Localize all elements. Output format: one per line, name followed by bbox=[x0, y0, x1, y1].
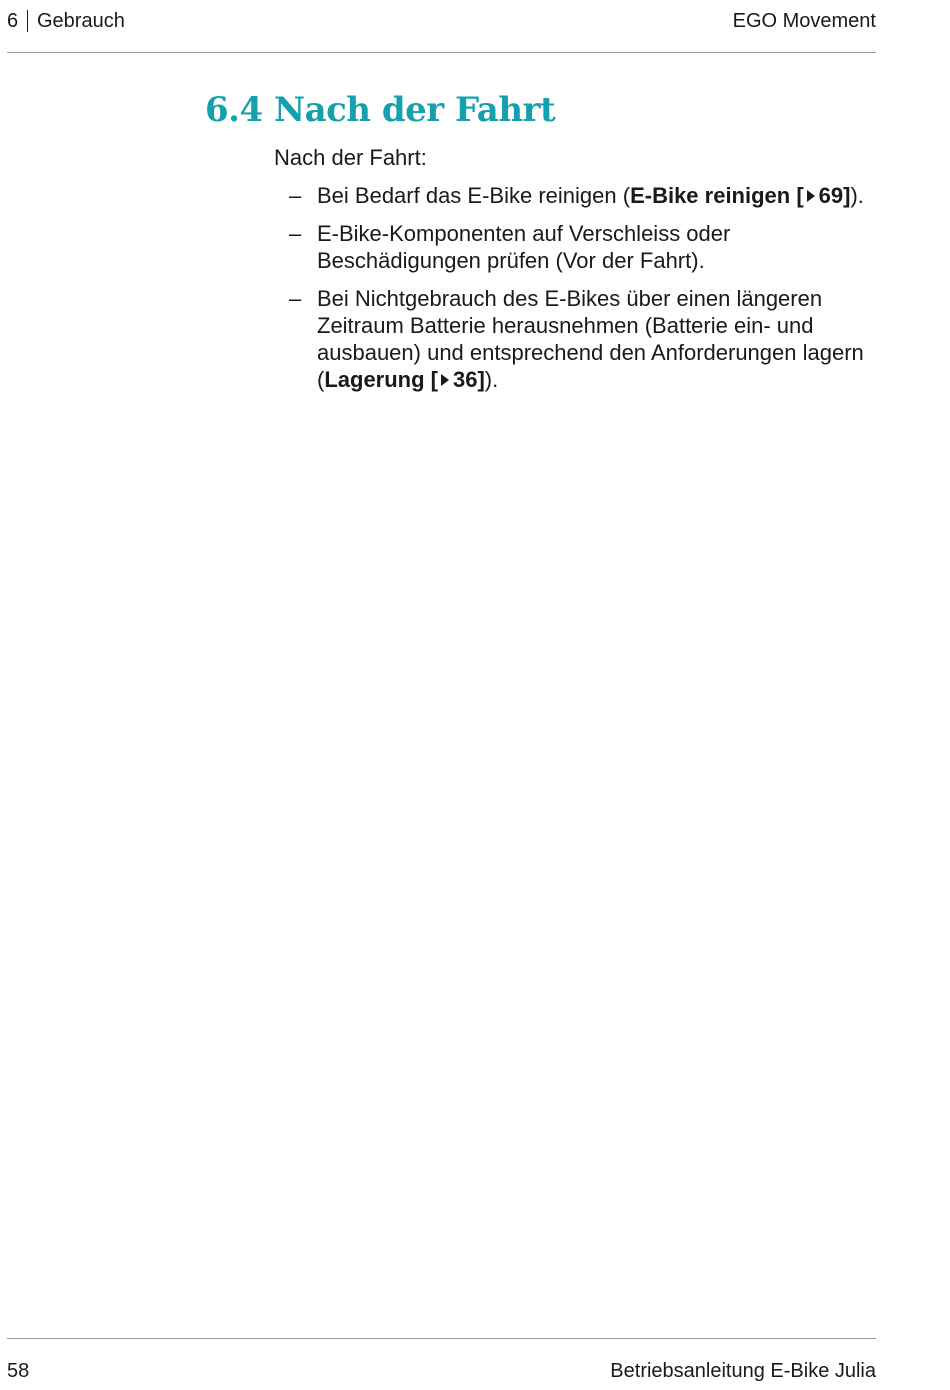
brand-name: EGO Movement bbox=[732, 10, 876, 32]
list-item bbox=[274, 220, 889, 274]
list-item bbox=[274, 182, 889, 209]
section-title: Nach der Fahrt bbox=[274, 90, 556, 130]
section-number: 6.4 bbox=[205, 90, 263, 130]
list-item bbox=[274, 285, 889, 393]
list-dash: – bbox=[289, 221, 302, 246]
header-divider bbox=[27, 10, 28, 32]
step-list bbox=[274, 182, 889, 404]
intro-text: Nach der Fahrt: bbox=[274, 145, 427, 170]
link-label: E-Bike reinigen [ bbox=[630, 183, 804, 208]
chapter-title: Gebrauch bbox=[37, 10, 125, 32]
section-heading bbox=[205, 86, 555, 134]
page-number: 58 bbox=[7, 1360, 30, 1382]
footer-rule bbox=[7, 1338, 876, 1339]
step-text: Bei Bedarf das E-Bike reinigen ( bbox=[317, 183, 631, 208]
list-dash: – bbox=[289, 183, 302, 208]
cross-reference-link[interactable] bbox=[630, 183, 850, 208]
page-arrow-icon bbox=[441, 374, 449, 386]
link-page: 69] bbox=[818, 183, 851, 208]
page-arrow-icon bbox=[807, 190, 815, 202]
step-text-end: ). bbox=[850, 183, 864, 208]
chapter-number: 6 bbox=[7, 10, 19, 32]
link-label: Lagerung [ bbox=[324, 367, 438, 392]
list-dash: – bbox=[289, 286, 302, 311]
document-title: Betriebsanleitung E-Bike Julia bbox=[610, 1360, 876, 1382]
step-text: Bei Nichtgebrauch des E-Bikes über einen längeren Zeitraum Batterie herausnehmen (Batterie ein- und ausbauen) und entsprechend den Anforderungen lagern ( bbox=[317, 286, 864, 392]
step-text: E-Bike-Komponenten auf Verschleiss oder Beschädigungen prüfen (Vor der Fahrt). bbox=[317, 221, 731, 273]
step-text-end: ). bbox=[484, 367, 499, 392]
page-footer bbox=[7, 1358, 876, 1384]
link-page: 36] bbox=[453, 367, 485, 392]
page-header bbox=[7, 8, 876, 34]
cross-reference-link[interactable] bbox=[324, 367, 484, 392]
header-rule bbox=[7, 52, 876, 53]
